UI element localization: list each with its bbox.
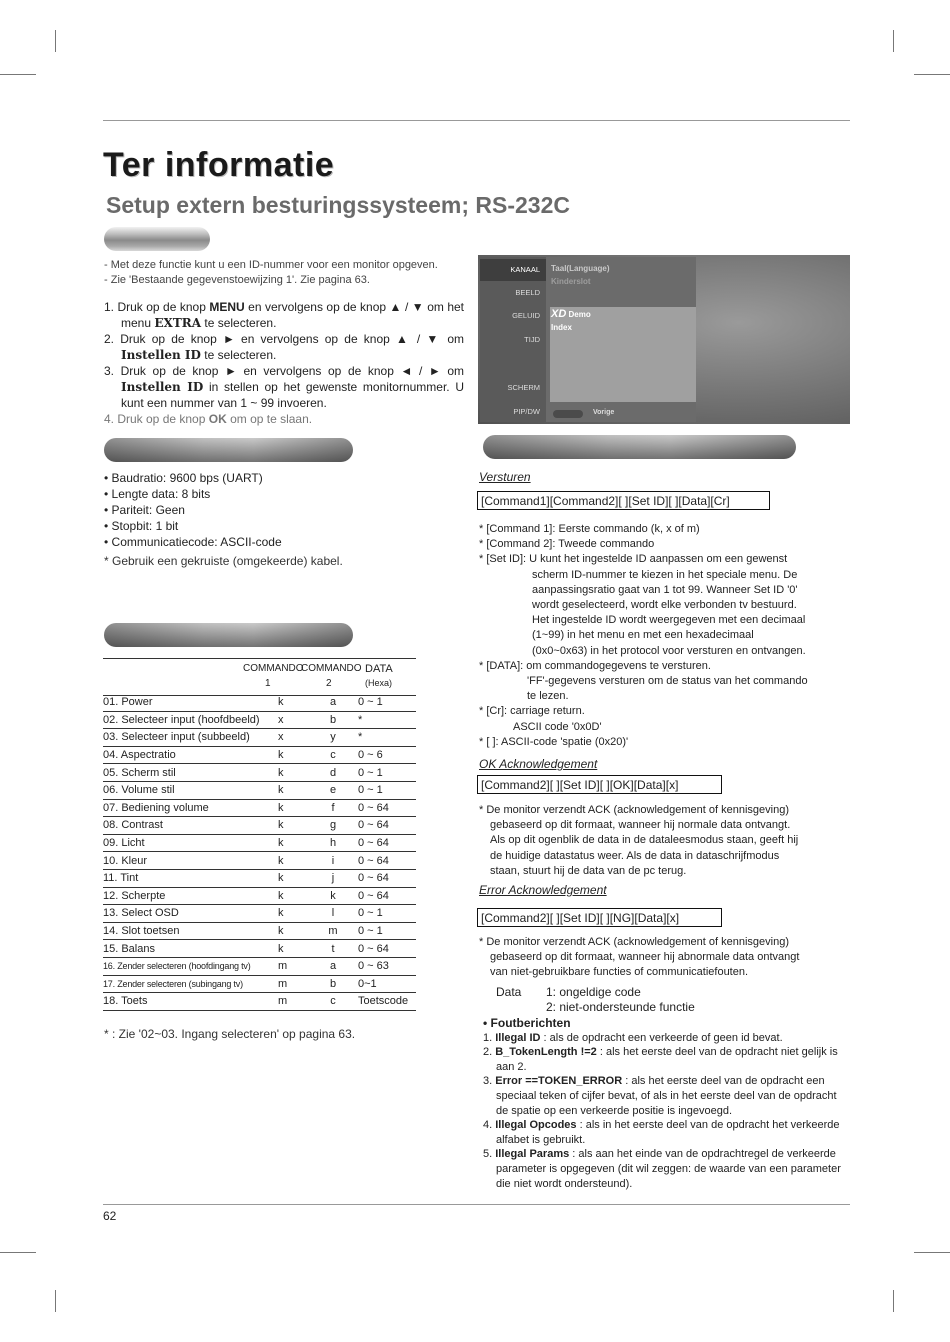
command-name: 11. Tint bbox=[103, 869, 278, 887]
osd-line: XD Demo bbox=[551, 308, 591, 320]
page-title: Ter informatie bbox=[103, 146, 335, 184]
command-2: g bbox=[318, 817, 348, 835]
table-row bbox=[103, 711, 416, 729]
command-data: 0 ~ 63 bbox=[348, 957, 416, 975]
command-2: b bbox=[318, 711, 348, 729]
command-1: k bbox=[278, 940, 318, 958]
note-line: 'FF'-gegevens versturen om de status van het commando bbox=[527, 675, 808, 688]
command-2: c bbox=[318, 746, 348, 764]
section-header-bar bbox=[104, 438, 353, 462]
table-footnote: * : Zie '02~03. Ingang selecteren' op pagina 63. bbox=[104, 1027, 356, 1041]
table-row bbox=[103, 746, 416, 764]
table-row bbox=[103, 852, 416, 870]
command-1: k bbox=[278, 869, 318, 887]
command-name: 18. Toets bbox=[103, 993, 278, 1011]
osd-screenshot bbox=[478, 255, 850, 424]
command-1: k bbox=[278, 764, 318, 782]
osd-back-label: Vorige bbox=[593, 409, 615, 416]
osd-menu-item: KANAAL bbox=[480, 259, 546, 281]
command-1: k bbox=[278, 694, 318, 711]
bottom-rule bbox=[103, 1204, 850, 1205]
section-header-bar bbox=[104, 227, 210, 251]
command-name: 10. Kleur bbox=[103, 852, 278, 870]
note-line: * [Cr]: carriage return. bbox=[479, 705, 585, 718]
data-value: 2: niet-ondersteunde functie bbox=[546, 1000, 695, 1014]
command-2: a bbox=[318, 694, 348, 711]
spec-item: • Pariteit: Geen bbox=[104, 502, 282, 518]
error-item: 3. Error ==TOKEN_ERROR : als het eerste deel van de opdracht een speciaal teken of cijfer bevat, of als in het eerste deel van de opdracht de spatie op een verkeerde positie is ingevoegd. bbox=[483, 1075, 837, 1117]
command-1: k bbox=[278, 922, 318, 940]
command-2: y bbox=[318, 729, 348, 747]
command-2: d bbox=[318, 764, 348, 782]
command-2: f bbox=[318, 799, 348, 817]
page-number: 62 bbox=[103, 1209, 117, 1223]
command-name: 16. Zender selecteren (hoofdingang tv) bbox=[103, 957, 278, 975]
command-1: k bbox=[278, 905, 318, 923]
table-row bbox=[103, 781, 416, 799]
note-line: gebaseerd op dit formaat, wanneer hij normale data ontvangt. bbox=[490, 819, 791, 832]
step-item: 2. Druk op de knop ► en vervolgens op de knop ▲ / ▼ om Instellen ID te selecteren. bbox=[104, 332, 464, 362]
note-line: * [DATA]: om commandogegevens te versturen. bbox=[479, 659, 711, 672]
command-2: c bbox=[318, 993, 348, 1011]
error-label: Error Acknowledgement bbox=[479, 883, 607, 897]
osd-line: Taal(Language) bbox=[551, 264, 610, 273]
command-data: 0~1 bbox=[348, 975, 416, 993]
osd-menu-item: GELUID bbox=[512, 311, 540, 320]
command-data: * bbox=[348, 711, 416, 729]
command-name: 04. Aspectratio bbox=[103, 746, 278, 764]
ok-label: OK Acknowledgement bbox=[479, 757, 598, 771]
command-1: x bbox=[278, 711, 318, 729]
crop-mark bbox=[914, 74, 950, 75]
command-data: 0 ~ 64 bbox=[348, 887, 416, 905]
command-name: 07. Bediening volume bbox=[103, 799, 278, 817]
command-1: k bbox=[278, 817, 318, 835]
top-rule bbox=[103, 120, 850, 121]
command-2: j bbox=[318, 869, 348, 887]
note-line: * [Command 2]: Tweede commando bbox=[479, 538, 655, 551]
command-name: 17. Zender selecteren (subingang tv) bbox=[103, 975, 278, 993]
crop-mark bbox=[0, 74, 36, 75]
spec-item: • Communicatiecode: ASCII-code bbox=[104, 534, 282, 550]
note-line: * [Command 1]: Eerste commando (k, x of m) bbox=[479, 523, 700, 535]
table-row bbox=[103, 905, 416, 923]
command-data: 0 ~ 1 bbox=[348, 781, 416, 799]
table-row bbox=[103, 869, 416, 887]
crop-mark bbox=[893, 1290, 894, 1312]
page-subtitle: Setup extern besturingssysteem; RS-232C bbox=[106, 192, 570, 218]
table-row bbox=[103, 887, 416, 905]
error-item: 2. B_TokenLength !=2 : als het eerste deel van de opdracht niet gelijk is aan 2. bbox=[483, 1046, 838, 1073]
ok-format: [Command2][ ][Set ID][ ][OK][Data][x] bbox=[477, 775, 722, 794]
command-data: Toetscode bbox=[348, 993, 416, 1011]
command-2: a bbox=[318, 957, 348, 975]
command-data: 0 ~ 1 bbox=[348, 905, 416, 923]
note-line: scherm ID-nummer te kiezen in het speciale menu. De bbox=[532, 568, 798, 581]
note-line: ASCII code '0x0D' bbox=[513, 720, 602, 733]
send-label: Versturen bbox=[479, 470, 531, 484]
command-2: b bbox=[318, 975, 348, 993]
command-name: 02. Selecteer input (hoofdbeeld) bbox=[103, 711, 278, 729]
command-1: k bbox=[278, 834, 318, 852]
command-name: 05. Scherm stil bbox=[103, 764, 278, 782]
table-row bbox=[103, 799, 416, 817]
command-data: 0 ~ 64 bbox=[348, 940, 416, 958]
table-row bbox=[103, 834, 416, 852]
note-line: * De monitor verzendt ACK (acknowledgement of kennisgeving) bbox=[479, 936, 789, 948]
command-data: 0 ~ 1 bbox=[348, 764, 416, 782]
step-item: 3. Druk op de knop ► en vervolgens op de knop ◄ / ► om Instellen ID in stellen op het gewenste monitornummer. U kunt een nummer van 1 ~ 99 invoeren. bbox=[104, 364, 464, 410]
command-2: m bbox=[318, 922, 348, 940]
command-data: 0 ~ 64 bbox=[348, 852, 416, 870]
osd-menu-item: BEELD bbox=[515, 288, 540, 297]
note-line: Als op dit ogenblik de data in de dataleesmodus staan, geeft hij bbox=[490, 834, 799, 847]
command-2: i bbox=[318, 852, 348, 870]
command-table bbox=[103, 694, 416, 1011]
note-line: staan, stuurt hij de data van de pc terug. bbox=[490, 864, 687, 877]
osd-menu-item: SCHERM bbox=[507, 383, 540, 392]
note-line: van niet-gebruikbare functies of communicatiefouten. bbox=[490, 966, 749, 979]
header-data: DATA bbox=[365, 663, 393, 675]
osd-line: Kinderslot bbox=[551, 277, 591, 286]
send-notes bbox=[479, 522, 849, 750]
command-name: 08. Contrast bbox=[103, 817, 278, 835]
command-name: 14. Slot toetsen bbox=[103, 922, 278, 940]
step-item: 1. Druk op de knop MENU en vervolgens op de knop ▲ / ▼ om het menu EXTRA te selecteren. bbox=[104, 300, 465, 330]
command-name: 12. Scherpte bbox=[103, 887, 278, 905]
send-format: [Command1][Command2][ ][Set ID][ ][Data][Cr] bbox=[477, 491, 770, 510]
error-heading: • Foutberichten bbox=[483, 1016, 571, 1030]
note-line: (0x0~0x63) in het protocol voor versturen en ontvangen. bbox=[532, 644, 806, 657]
note-line: (1~99) in het menu en met een hexadecimaal bbox=[532, 629, 754, 642]
osd-line: Index bbox=[551, 323, 572, 332]
step-item: 4. Druk op de knop OK om op te slaan. bbox=[104, 412, 313, 426]
header-cmd2-num: 2 bbox=[326, 678, 332, 689]
error-item: 1. Illegal ID : als de opdracht een verkeerde of geen id bevat. bbox=[483, 1031, 783, 1044]
command-1: x bbox=[278, 729, 318, 747]
spec-item: • Lengte data: 8 bits bbox=[104, 486, 282, 502]
command-name: 01. Power bbox=[103, 694, 278, 711]
command-1: k bbox=[278, 887, 318, 905]
command-data: 0 ~ 64 bbox=[348, 834, 416, 852]
cable-note: * Gebruik een gekruiste (omgekeerde) kabel. bbox=[104, 554, 343, 568]
osd-menu-item: PIP/DW bbox=[513, 407, 540, 416]
crop-mark bbox=[914, 1252, 950, 1253]
note-line: wordt geselecteerd, wordt elke verbonden tv bestuurd. bbox=[532, 599, 797, 612]
command-1: k bbox=[278, 852, 318, 870]
error-messages bbox=[483, 1016, 845, 1191]
note-line: gebaseerd op dit formaat, wanneer hij abnormale data ontvangt bbox=[490, 951, 800, 964]
command-data: 0 ~ 64 bbox=[348, 817, 416, 835]
intro-note: - Met deze functie kunt u een ID-nummer voor een monitor opgeven. bbox=[104, 259, 438, 271]
table-row bbox=[103, 694, 416, 711]
note-line: * [Set ID]: U kunt het ingestelde ID aanpassen om een gewenst bbox=[479, 553, 788, 566]
command-1: k bbox=[278, 781, 318, 799]
data-values bbox=[546, 985, 695, 1015]
ok-button-icon bbox=[553, 410, 583, 418]
command-data: 0 ~ 6 bbox=[348, 746, 416, 764]
note-line: te lezen. bbox=[527, 690, 569, 703]
data-label: Data bbox=[496, 985, 522, 999]
command-2: k bbox=[318, 887, 348, 905]
crop-mark bbox=[0, 1252, 36, 1253]
command-1: m bbox=[278, 993, 318, 1011]
note-line: * De monitor verzendt ACK (acknowledgement of kennisgeving) bbox=[479, 804, 789, 816]
spec-item: • Baudratio: 9600 bps (UART) bbox=[104, 470, 282, 486]
error-item: 5. Illegal Params : als aan het einde van de opdrachtregel de verkeerde parameter is opgegeven (dit wil zeggen: de waarde van een parameter die niet wordt ondersteund). bbox=[483, 1148, 841, 1190]
command-data: * bbox=[348, 729, 416, 747]
error-item: 4. Illegal Opcodes : als in het eerste deel van de opdracht het verkeerde alfabet is gebruikt. bbox=[483, 1119, 840, 1146]
osd-subpanel bbox=[550, 307, 696, 402]
table-row bbox=[103, 764, 416, 782]
note-line: * [ ]: ASCII-code 'spatie (0x20)' bbox=[479, 735, 629, 748]
header-cmd1: COMMANDO bbox=[243, 663, 304, 674]
command-2: t bbox=[318, 940, 348, 958]
header-cmd2: COMMANDO bbox=[301, 663, 362, 674]
header-cmd1-num: 1 bbox=[265, 678, 271, 689]
table-row bbox=[103, 922, 416, 940]
spec-item: • Stopbit: 1 bit bbox=[104, 518, 282, 534]
command-data: 0 ~ 64 bbox=[348, 869, 416, 887]
command-data: 0 ~ 1 bbox=[348, 694, 416, 711]
steps-list bbox=[104, 299, 464, 427]
ok-notes bbox=[479, 803, 849, 879]
note-line: de huidige datastatus weer. Als de data in dataschrijfmodus bbox=[490, 849, 780, 862]
table-row bbox=[103, 940, 416, 958]
command-2: h bbox=[318, 834, 348, 852]
table-header bbox=[103, 658, 416, 696]
error-format: [Command2][ ][Set ID][ ][NG][Data][x] bbox=[477, 908, 722, 927]
section-header-bar bbox=[104, 623, 353, 647]
note-line: aanpassingsratio gaat van 1 tot 99. Wanneer Set ID '0' bbox=[532, 583, 798, 596]
crop-mark bbox=[893, 30, 894, 52]
command-1: k bbox=[278, 799, 318, 817]
command-name: 06. Volume stil bbox=[103, 781, 278, 799]
table-row bbox=[103, 957, 416, 975]
crop-mark bbox=[55, 1290, 56, 1312]
command-data: 0 ~ 64 bbox=[348, 799, 416, 817]
table-row bbox=[103, 817, 416, 835]
command-1: k bbox=[278, 746, 318, 764]
section-header-bar bbox=[483, 435, 796, 459]
command-1: m bbox=[278, 975, 318, 993]
command-2: l bbox=[318, 905, 348, 923]
command-name: 09. Licht bbox=[103, 834, 278, 852]
table-row bbox=[103, 993, 416, 1011]
command-data: 0 ~ 1 bbox=[348, 922, 416, 940]
command-name: 13. Select OSD bbox=[103, 905, 278, 923]
note-line: Het ingestelde ID wordt weergegeven met een decimaal bbox=[532, 614, 806, 627]
data-value: 1: ongeldige code bbox=[546, 985, 641, 999]
table-row bbox=[103, 975, 416, 993]
command-name: 15. Balans bbox=[103, 940, 278, 958]
intro-note: - Zie 'Bestaande gegevenstoewijzing 1'. Zie pagina 63. bbox=[104, 274, 370, 286]
command-name: 03. Selecteer input (subbeeld) bbox=[103, 729, 278, 747]
command-1: m bbox=[278, 957, 318, 975]
osd-menu-item: TIJD bbox=[524, 335, 540, 344]
error-notes bbox=[479, 935, 849, 981]
communication-specs bbox=[104, 470, 282, 550]
command-2: e bbox=[318, 781, 348, 799]
table-row bbox=[103, 729, 416, 747]
intro-notes bbox=[104, 258, 474, 288]
crop-mark bbox=[55, 30, 56, 52]
header-data-sub: (Hexa) bbox=[365, 678, 393, 688]
